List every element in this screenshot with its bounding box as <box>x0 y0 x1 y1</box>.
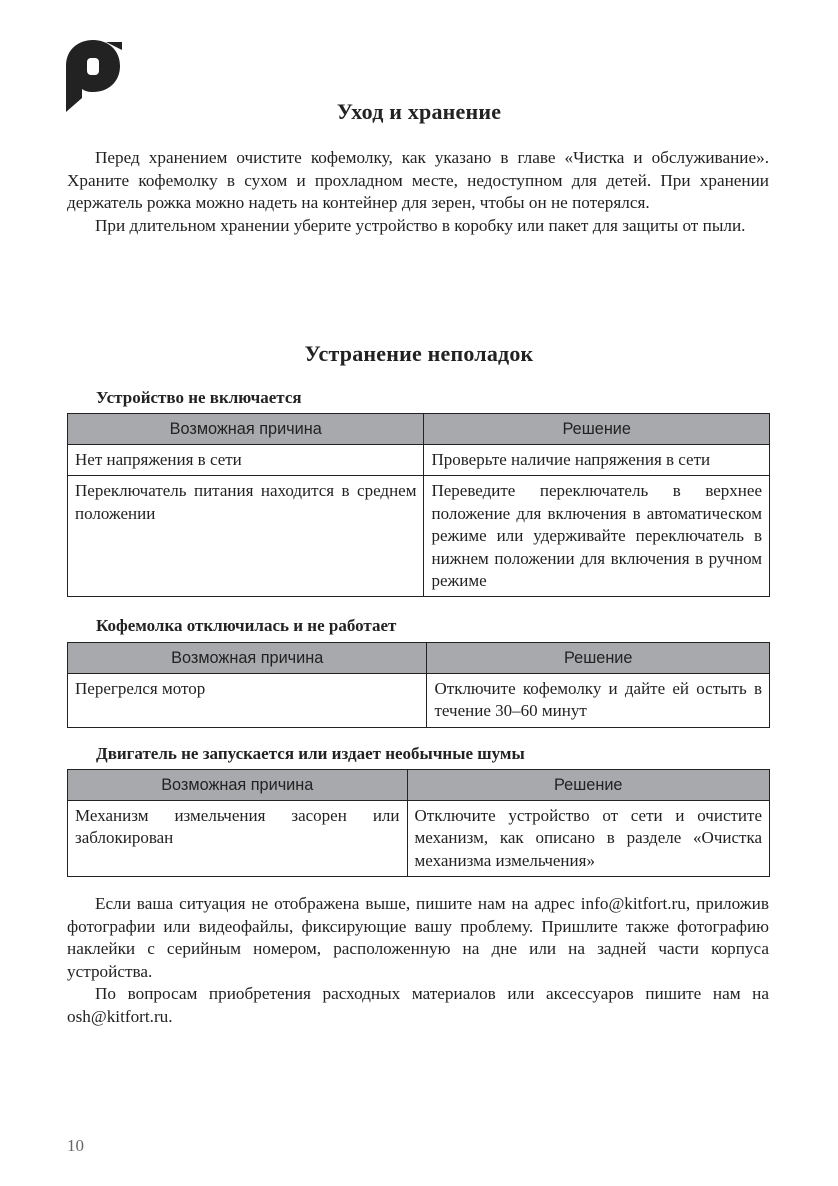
cause-cell: Механизм измельчения засорен или заблокирован <box>68 801 408 877</box>
problem-heading-noise: Двигатель не запускается или издает необычные шумы <box>96 744 525 763</box>
table-row <box>68 801 770 877</box>
table-row <box>68 476 770 597</box>
contact-text <box>67 893 769 1029</box>
cause-cell: Переключатель питания находится в среднем положении <box>68 476 424 597</box>
care-paragraph-2: При длительном хранении уберите устройство в коробку или пакет для защиты от пыли. <box>95 215 746 235</box>
troubleshooting-section-title: Устранение неполадок <box>304 341 534 366</box>
problem-heading-stopped: Кофемолка отключилась и не работает <box>96 616 397 635</box>
solution-cell: Отключите кофемолку и дайте ей остыть в течение 30–60 минут <box>427 674 770 728</box>
cause-cell: Перегрелся мотор <box>68 674 427 728</box>
column-header-solution: Решение <box>427 643 770 674</box>
solution-cell: Переведите переключатель в верхнее положение для включения в автоматическом режиме или удерживайте переключатель в нижнем положении для включения в ручном режиме <box>424 476 770 597</box>
care-paragraph-1: Перед хранением очистите кофемолку, как указано в главе «Чистка и обслуживание». Храните кофемолку в сухом и прохладном месте, недоступном для детей. При хранении держатель рожка можно надеть на контейнер для зерен, чтобы он не потерялся. <box>67 148 769 213</box>
column-header-cause: Возможная причина <box>68 643 427 674</box>
troubleshooting-table-stopped <box>67 642 770 728</box>
column-header-solution: Решение <box>424 414 770 445</box>
column-header-cause: Возможная причина <box>68 414 424 445</box>
solution-cell: Проверьте наличие напряжения в сети <box>424 445 770 476</box>
solution-cell: Отключите устройство от сети и очистите механизм, как описано в разделе «Очистка механизма измельчения» <box>407 801 769 877</box>
column-header-solution: Решение <box>407 770 769 801</box>
problem-heading-no-power: Устройство не включается <box>96 388 302 407</box>
page-number: 10 <box>67 1136 84 1155</box>
care-section-title: Уход и хранение <box>336 99 502 124</box>
contact-paragraph-1: Если ваша ситуация не отображена выше, пишите нам на адрес info@kitfort.ru, приложив фотографии или видеофайлы, фиксирующие вашу проблему. Пришлите также фотографию наклейки с серийным номером, расположенную на дне или на задней части корпуса устройства. <box>67 894 769 981</box>
troubleshooting-table-no-power <box>67 413 770 597</box>
troubleshooting-table-noise <box>67 769 770 877</box>
cause-cell: Нет напряжения в сети <box>68 445 424 476</box>
column-header-cause: Возможная причина <box>68 770 408 801</box>
care-text <box>67 147 769 237</box>
table-row <box>68 674 770 728</box>
contact-paragraph-2: По вопросам приобретения расходных материалов или аксессуаров пишите нам на osh@kitfort.ru. <box>67 984 769 1026</box>
table-row <box>68 445 770 476</box>
